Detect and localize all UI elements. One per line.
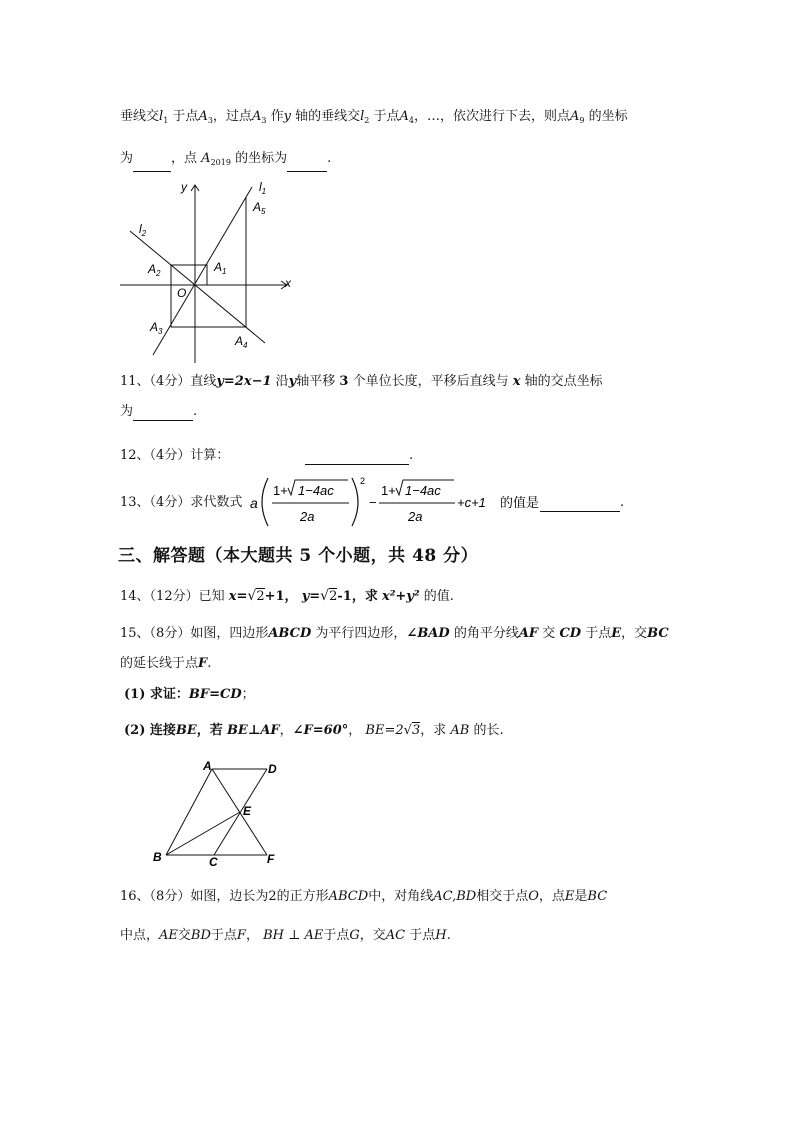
text: 于点: [172, 109, 199, 124]
math-expression: x²+y²: [381, 589, 420, 604]
math-e: E: [611, 626, 622, 641]
label-C: C: [209, 855, 218, 868]
q15-part2: [124, 722, 504, 740]
answer-blank[interactable]: [133, 406, 193, 421]
math-eq: =2: [384, 723, 404, 738]
text: .: [620, 495, 625, 510]
text: 轴的交点坐标: [524, 374, 603, 389]
math-x: x: [228, 589, 237, 604]
text: 于点: [373, 109, 400, 124]
text: ，点: [171, 151, 198, 166]
text: 于点: [210, 928, 237, 943]
text: ，交: [359, 928, 386, 943]
q16-line2: [120, 927, 451, 945]
math-abcd: ABCD: [328, 889, 369, 904]
label-A4: $A_4$: [235, 334, 248, 350]
math-cd: CD: [559, 626, 582, 641]
sqrt-sign: √: [320, 588, 330, 604]
answer-blank[interactable]: [287, 157, 327, 172]
text: .: [446, 928, 451, 943]
text: 的值.: [423, 589, 454, 604]
math-h: H: [435, 928, 447, 943]
text: +1，: [264, 589, 298, 604]
text: 作: [270, 109, 284, 124]
numerator-prefix: 1+: [273, 483, 288, 498]
text: .: [409, 448, 414, 463]
label-x: x: [285, 276, 291, 290]
sub: 4: [408, 116, 414, 125]
math-be: BE: [175, 723, 197, 738]
text: 12、（4分）计算：: [120, 448, 230, 463]
radicand: 3: [411, 723, 421, 738]
label-E: E: [243, 804, 252, 818]
text: ，: [245, 928, 259, 943]
text: 沿: [275, 374, 289, 389]
q11-line2: [120, 403, 197, 421]
text: 为: [120, 151, 134, 166]
label-D: D: [268, 762, 277, 776]
math-ac: AC: [385, 928, 406, 943]
text: .: [207, 656, 212, 671]
text: ，: [348, 723, 362, 738]
math-a3: A: [251, 109, 262, 124]
math-equation: y=2x−1: [216, 374, 272, 389]
minus: −: [369, 495, 377, 510]
label-A1: $A_1$: [214, 260, 227, 276]
math-ae: AE: [159, 928, 178, 943]
math-a4: A: [399, 109, 409, 124]
denominator: 2a: [300, 509, 315, 524]
text: 的坐标: [588, 109, 628, 124]
text: 轴平移: [296, 374, 336, 389]
text: ；: [241, 687, 255, 702]
math-a9: A: [570, 109, 580, 124]
q12-line: [120, 447, 229, 465]
text: (1) 求证：: [124, 687, 189, 702]
number: 2: [268, 889, 277, 904]
right-paren: [352, 478, 358, 526]
label-O: O: [177, 286, 187, 300]
math-f: F: [236, 928, 246, 943]
text: 14、（12分）已知: [120, 589, 225, 604]
denominator: 2a: [408, 509, 423, 524]
text: =: [236, 589, 248, 604]
text: 15、（8分）如图，四边形: [120, 626, 269, 641]
text: 的延长线于点: [120, 656, 199, 671]
math-bc: BC: [647, 626, 669, 641]
text: 中，对角线: [368, 889, 434, 904]
label-A: A: [203, 759, 212, 773]
sqrt-sign: √: [247, 588, 257, 604]
text: 的值是: [500, 495, 540, 510]
text: .: [327, 151, 332, 166]
math-a2019: A: [201, 151, 211, 166]
q15-line1: [120, 625, 669, 643]
text: 垂线交: [120, 109, 160, 124]
math-y: y: [283, 109, 291, 124]
math-bd: BD: [190, 928, 211, 943]
numerator-prefix: 1+: [381, 483, 396, 498]
text: 于点: [323, 928, 350, 943]
radicand: 1−4ac: [298, 483, 334, 498]
text: 为: [120, 404, 134, 419]
text: 于点: [585, 626, 612, 641]
math-e: E: [564, 889, 575, 904]
text: 交: [542, 626, 556, 641]
text: 的长.: [473, 723, 504, 738]
math-l1: l: [159, 109, 164, 124]
radicand: 1−4ac: [405, 483, 441, 498]
sub: 3: [207, 116, 213, 125]
sub: 9: [579, 116, 585, 125]
text: ，若: [196, 723, 223, 738]
text: 为平行四边形，: [315, 626, 407, 641]
q12-answer: [305, 447, 413, 465]
math-l2: l: [360, 109, 365, 124]
label-y: y: [181, 180, 187, 194]
sub: 2: [364, 116, 370, 125]
label-l1: $l_1$: [259, 180, 267, 196]
sub: 1: [163, 116, 169, 125]
answer-blank[interactable]: [133, 157, 171, 172]
text: (2) 连接: [124, 723, 176, 738]
math-be: BE: [365, 723, 385, 738]
label-A3: $A_3$: [150, 320, 163, 336]
label-B: B: [153, 850, 162, 864]
label-l2: $l_2$: [139, 222, 147, 238]
text: 中点，: [120, 928, 160, 943]
q10-line1: [120, 108, 628, 130]
section-3-heading: 三、解答题（本大题共 5 个小题，共 48 分）: [118, 546, 479, 566]
q15-parallelogram-figure: [150, 758, 285, 868]
math-y: y: [301, 589, 310, 604]
text: ，…，依次进行下去，则点: [414, 109, 571, 124]
sub: 3: [261, 116, 267, 125]
q13-answer: [540, 494, 624, 512]
math-bc: BC: [587, 889, 608, 904]
q16-line1: [120, 888, 607, 906]
text: ，过点: [212, 109, 252, 124]
text: =: [309, 589, 321, 604]
left-paren: [262, 478, 268, 526]
math-o: O: [528, 889, 539, 904]
math-a3: A: [198, 109, 208, 124]
math-g: G: [349, 928, 360, 943]
q10-coordinate-figure: [115, 175, 300, 370]
label-A5: $A_5$: [253, 200, 266, 216]
number: 3: [339, 374, 349, 389]
text: ，求: [420, 723, 447, 738]
text: 是: [574, 889, 588, 904]
line-l1: [153, 187, 252, 355]
math-ab: AB: [450, 723, 470, 738]
q14-line: [120, 587, 454, 606]
math-a: a: [250, 495, 258, 511]
tail-expression: +c+1: [457, 495, 486, 510]
text: 个单位长度，平移后直线与: [352, 374, 509, 389]
text: 的坐标为: [235, 151, 288, 166]
text: ，交: [621, 626, 648, 641]
math-af: AF: [518, 626, 539, 641]
text: 11、（4分）直线: [120, 374, 217, 389]
q11-line1: [120, 373, 603, 391]
text: 13、（4分）求代数式: [120, 495, 243, 510]
math-angle: ∠BAD: [406, 626, 450, 641]
math-perp: BE⊥AF: [226, 723, 280, 738]
answer-blank[interactable]: [305, 450, 409, 465]
text: ，: [279, 723, 293, 738]
rect-a1: [195, 265, 207, 285]
sqrt-sign: √: [403, 723, 412, 738]
math-abcd: ABCD: [268, 626, 312, 641]
radicand: 2: [256, 589, 265, 604]
text: 轴的垂线交: [295, 109, 361, 124]
label-F: F: [267, 852, 275, 866]
q13-label: [120, 494, 242, 512]
answer-blank[interactable]: [540, 497, 620, 512]
text: 的角平分线: [453, 626, 519, 641]
math-acbd: AC,BD: [433, 889, 477, 904]
math-f: F: [198, 656, 208, 671]
q15-part1: [124, 686, 255, 704]
text: .: [193, 404, 198, 419]
exponent: 2: [360, 476, 366, 486]
text: 16、（8分）如图，边长为: [120, 889, 269, 904]
math-perp: BH ⊥ AE: [263, 928, 324, 943]
text: 于点: [409, 928, 436, 943]
q10-line2: [120, 150, 331, 172]
text: ，点: [538, 889, 565, 904]
text: 相交于点: [476, 889, 529, 904]
math-angle: ∠F=60°: [292, 723, 349, 738]
radicand: 2: [329, 589, 338, 604]
q15-line2: [120, 655, 211, 673]
math-y: y: [288, 374, 297, 389]
math-x: x: [512, 374, 521, 389]
text: 的正方形: [276, 889, 329, 904]
label-A2: $A_2$: [148, 262, 161, 278]
q13-expression: [248, 474, 548, 530]
math-equation: BF=CD: [188, 687, 242, 702]
text: -1，求: [337, 589, 378, 604]
text: 交: [177, 928, 191, 943]
sub: 2019: [210, 158, 231, 167]
